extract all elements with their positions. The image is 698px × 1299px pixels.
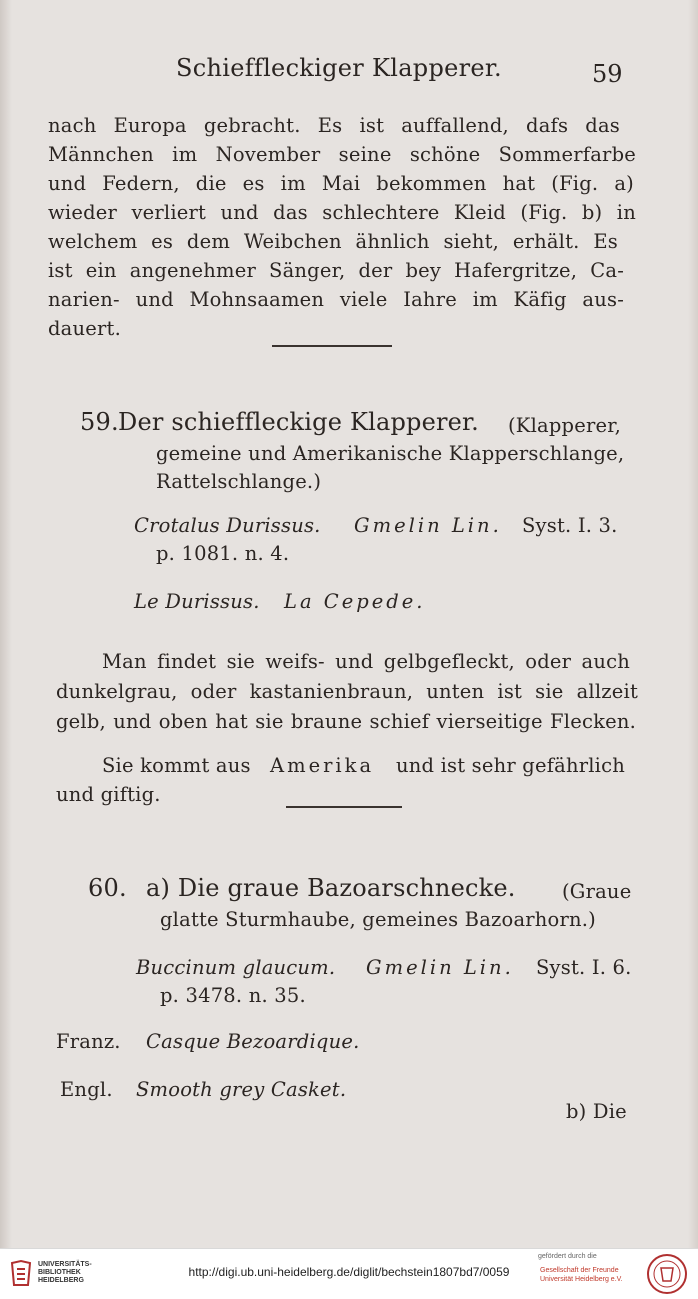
library-name: UNIVERSITÄTS- BIBLIOTHEK HEIDELBERG xyxy=(38,1261,92,1284)
viewer-footer xyxy=(0,1248,698,1299)
text-line: nach Europa gebracht. Es ist auffallend, dafs das xyxy=(48,114,620,137)
entry-synonyms: (Graue xyxy=(562,880,632,903)
description-line: Sie kommt aus xyxy=(102,754,251,777)
reference-name: Le Durissus. xyxy=(134,590,260,613)
text-line: wieder verliert und das schlechtere Kleid (Fig. b) in xyxy=(48,201,636,224)
description-line: dunkelgrau, oder kastanienbraun, unten ist sie allzeit xyxy=(56,680,638,703)
description-line: gelb, und oben hat sie braune schief vierseitige Flecken. xyxy=(56,710,636,733)
text-line: Männchen im November seine schöne Sommerfarbe xyxy=(48,143,636,166)
sponsor-name: Gesellschaft der Freunde Universität Heidelberg e.V. xyxy=(540,1267,623,1283)
entry-number: 60. xyxy=(88,874,127,902)
language-name: Smooth grey Casket. xyxy=(136,1078,347,1101)
language-label: Engl. xyxy=(60,1078,113,1101)
description-line: und ist sehr gefährlich xyxy=(396,754,626,777)
reference-author: Gmelin Lin. xyxy=(354,514,502,537)
permalink-url[interactable]: http://digi.ub.uni-heidelberg.de/diglit/bechstein1807bd7/0059 xyxy=(188,1265,510,1279)
sponsor-label: gefördert durch die xyxy=(538,1253,597,1260)
text-line: ist ein angenehmer Sänger, der bey Hafergritze, Ca- xyxy=(48,259,624,282)
section-rule xyxy=(272,345,392,347)
entry-synonyms: gemeine und Amerikanische Klapperschlange, xyxy=(156,442,625,465)
reference-author: Gmelin Lin. xyxy=(366,956,514,979)
text-line: narien- und Mohnsaamen viele Iahre im Käfig aus- xyxy=(48,288,624,311)
text-line: und Federn, die es im Mai bekommen hat (Fig. a) xyxy=(48,172,634,195)
reference-work: Syst. I. 3. xyxy=(522,514,618,537)
entry-heading: a) Die graue Bazoarschnecke. xyxy=(146,874,516,902)
text-line: welchem es dem Weibchen ähnlich sieht, erhält. Es xyxy=(48,230,618,253)
reference-author: La Cepede. xyxy=(284,590,426,613)
entry-synonyms: glatte Sturmhaube, gemeines Bazoarhorn.) xyxy=(160,908,596,931)
reference-work: Syst. I. 6. xyxy=(536,956,632,979)
entry-heading: Der schieffleckige Klapperer. xyxy=(118,408,479,436)
reference-name: Buccinum glaucum. xyxy=(136,956,336,979)
description-line: Man findet sie weifs- und gelbgefleckt, oder auch xyxy=(102,650,630,673)
reference-page: p. 3478. n. 35. xyxy=(160,984,306,1007)
reference-page: p. 1081. n. 4. xyxy=(156,542,290,565)
language-name: Casque Bezoardique. xyxy=(146,1030,360,1053)
entry-synonyms: (Klapperer, xyxy=(508,414,621,437)
text-line: dauert. xyxy=(48,317,121,340)
language-label: Franz. xyxy=(56,1030,121,1053)
section-rule xyxy=(286,806,402,808)
catchword: b) Die xyxy=(566,1100,627,1123)
page-number: 59 xyxy=(592,60,623,88)
running-title: Schieffleckiger Klapperer. xyxy=(176,54,502,82)
university-seal-icon xyxy=(646,1253,688,1295)
entry-number: 59. xyxy=(80,408,119,436)
description-line: und giftig. xyxy=(56,783,161,806)
description-emphasis: Amerika xyxy=(270,754,375,777)
entry-synonyms: Rattelschlange.) xyxy=(156,470,322,493)
reference-name: Crotalus Durissus. xyxy=(134,514,321,537)
